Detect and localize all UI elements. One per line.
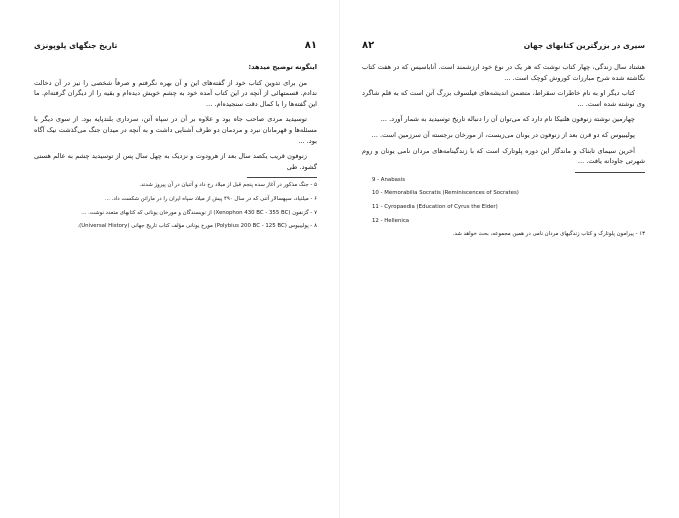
footnote: 9 - Anabasis [372,176,406,183]
footnote: ۱۳ - پیرامون پلوتارک و کتاب زندگیهای مردان نامی در همین مجموعه، بحث خواهد شد. [452,231,645,238]
paragraph: چهارمین نوشته زنوفون هلنیکا نام دارد که می‌توان آن را دنباله تاریخ توسیدید به شمار آورد. ... [380,115,635,124]
paragraph: توسیدید مردی صاحب جاه بود و علاوه بر آن در سپاه آتن، سرداری بلندپایه بود. از سوی دیگر با مسئله‌ها و قهرمانان نبرد و مردمان دو طرف آشنایی داشت و به آنچه در میدان جنگ می‌گذشت نیک آگاه بود. ... [34,115,317,145]
paragraph: کتاب دیگر او به نام خاطرات سقراط، متضمن اندیشه‌های فیلسوف بزرگ آتن است که به قلم شاگرد وی نوشته شده است. ... [362,89,645,108]
footnote: 12 - Hellenica [372,217,410,224]
left-page [0,0,339,518]
right-running-title: سیری در بزرگترین کتابهای جهان [523,41,645,50]
right-page-number: ۸۲ [362,40,375,51]
footnote-divider [575,172,645,173]
footnote: 11 - Cyropaedia (Education of Cyrus the Elder) [372,203,498,210]
left-running-title: تاریخ جنگهای پلوپونزی [34,41,118,50]
footnote: ۷ - گزنفون (Xenophon 430 BC - 355 BC) از نویسندگان و مورخان یونانی که کتابهای متعدد نوشت. ... [81,209,317,216]
left-page-number: ۸۱ [304,40,317,51]
right-page-header [362,40,645,52]
left-page-header [34,40,317,52]
paragraph: پولیبیوس که دو قرن بعد از زنوفون در یونان می‌زیست، از مورخان برجسته آن سرزمین است. ... [371,130,635,139]
paragraph: من برای تدوین کتاب خود از گفته‌های این و آن بهره نگرفتم و صرفاً شخصی را نیز در آن دخالت ندادم. قسمتهائی از آنچه در این کتاب آمده خود به چشم خویش دیده‌ام و بقیه را از دیگران گرفته‌ام. ما این گفته‌ها را با کمال دقت سنجیده‌ام. ... [34,78,317,108]
footnote: 10 - Memorabilia Socratis (Reminiscences of Socrates) [372,190,519,197]
paragraph: آخرین سیمای تابناک و ماندگار این دوره پلوتارک است که با زندگینامه‌های مردان نامی یونان و روم شهرتی جاودانه یافت. ... [362,146,645,166]
footnote: ۶ - میلتیاد، سپهسالار آتنی که در سال ۴۹۰ پیش از میلاد سپاه ایران را در ماراتن شکست داد. ... [104,195,317,202]
left-page-body [34,62,317,236]
paragraph: هشتاد سال زندگی، چهار کتاب نوشت که هر یک در نوع خود ارزشمند است. آناباسیس که در هفت کتاب نگاشته شده شرح مبارزات کوروش کوچک است. ... [362,63,645,82]
paragraph: اینگونه توضیح میدهد: [248,63,317,71]
paragraph: زنوفون قریب یکصد سال بعد از هرودوت و نزدیک به چهل سال پس از توسیدید چشم به عالم هستی گشود. طی [34,152,317,171]
footnote: ۸ - پولیبیوس (Polybius 200 BC - 125 BC) مورخ یونانی مؤلف کتاب تاریخ جهانی (Universal History). [77,223,317,230]
footnote-divider [247,177,317,178]
footnote: ۵ - جنگ مذکور در آغاز سده پنجم قبل از میلاد رخ داد و آتنیان در آن پیروز شدند. [139,182,317,189]
right-page [340,0,679,518]
right-page-body [362,62,645,244]
